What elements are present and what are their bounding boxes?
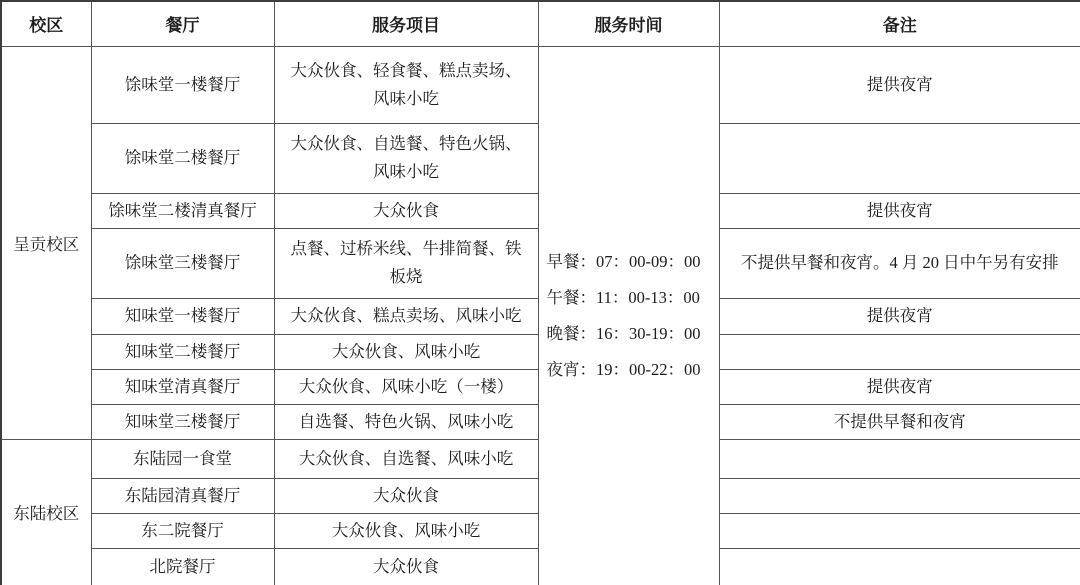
campus-cell-donglu: 东陆校区 <box>1 439 91 585</box>
services-cell: 大众伙食、自选餐、风味小吃 <box>274 439 538 478</box>
remark-cell <box>719 439 1080 478</box>
remark-cell <box>719 334 1080 369</box>
remark-cell <box>719 513 1080 548</box>
restaurant-cell: 知味堂清真餐厅 <box>91 369 274 404</box>
header-row <box>1 1 1080 46</box>
restaurant-cell: 北院餐厅 <box>91 548 274 585</box>
header-remark: 备注 <box>719 1 1080 46</box>
services-cell: 大众伙食 <box>274 478 538 513</box>
header-services: 服务项目 <box>274 1 538 46</box>
remark-cell: 提供夜宵 <box>719 46 1080 123</box>
remark-cell <box>719 548 1080 585</box>
service-time-lunch: 午餐：11：00-13：00 <box>546 287 700 307</box>
restaurant-cell: 东二院餐厅 <box>91 513 274 548</box>
header-campus: 校区 <box>1 1 91 46</box>
restaurant-cell: 馀味堂三楼餐厅 <box>91 228 274 298</box>
services-cell: 大众伙食 <box>274 193 538 228</box>
campus-cell-chenggong: 呈贡校区 <box>1 46 91 439</box>
service-time-cell <box>538 46 719 585</box>
services-cell: 大众伙食、风味小吃 <box>274 334 538 369</box>
restaurant-cell: 馀味堂一楼餐厅 <box>91 46 274 123</box>
service-time-late: 夜宵：19：00-22：00 <box>546 359 701 379</box>
services-cell: 大众伙食、风味小吃（一楼） <box>274 369 538 404</box>
header-restaurant: 餐厅 <box>91 1 274 46</box>
restaurant-cell: 东陆园清真餐厅 <box>91 478 274 513</box>
remark-cell: 提供夜宵 <box>719 193 1080 228</box>
services-cell: 自选餐、特色火锅、风味小吃 <box>274 404 538 439</box>
header-service-time: 服务时间 <box>538 1 719 46</box>
services-cell: 大众伙食、糕点卖场、风味小吃 <box>274 298 538 334</box>
services-cell: 点餐、过桥米线、牛排简餐、铁板烧 <box>274 228 538 298</box>
remark-cell: 提供夜宵 <box>719 298 1080 334</box>
table-row <box>1 46 1080 123</box>
services-cell: 大众伙食、风味小吃 <box>274 513 538 548</box>
services-cell: 大众伙食 <box>274 548 538 585</box>
service-time-dinner: 晚餐：16：30-19：00 <box>546 323 701 343</box>
restaurant-cell: 馀味堂二楼餐厅 <box>91 123 274 193</box>
remark-cell <box>719 123 1080 193</box>
remark-cell: 不提供早餐和夜宵 <box>719 404 1080 439</box>
remark-cell: 不提供早餐和夜宵。4 月 20 日中午另有安排 <box>719 228 1080 298</box>
services-cell: 大众伙食、轻食餐、糕点卖场、风味小吃 <box>274 46 538 123</box>
restaurant-cell: 东陆园一食堂 <box>91 439 274 478</box>
remark-cell <box>719 478 1080 513</box>
restaurant-cell: 知味堂二楼餐厅 <box>91 334 274 369</box>
services-cell: 大众伙食、自选餐、特色火锅、风味小吃 <box>274 123 538 193</box>
service-time-breakfast: 早餐：07：00-09：00 <box>546 251 701 271</box>
restaurant-cell: 知味堂一楼餐厅 <box>91 298 274 334</box>
restaurant-cell: 馀味堂二楼清真餐厅 <box>91 193 274 228</box>
remark-cell: 提供夜宵 <box>719 369 1080 404</box>
restaurant-cell: 知味堂三楼餐厅 <box>91 404 274 439</box>
